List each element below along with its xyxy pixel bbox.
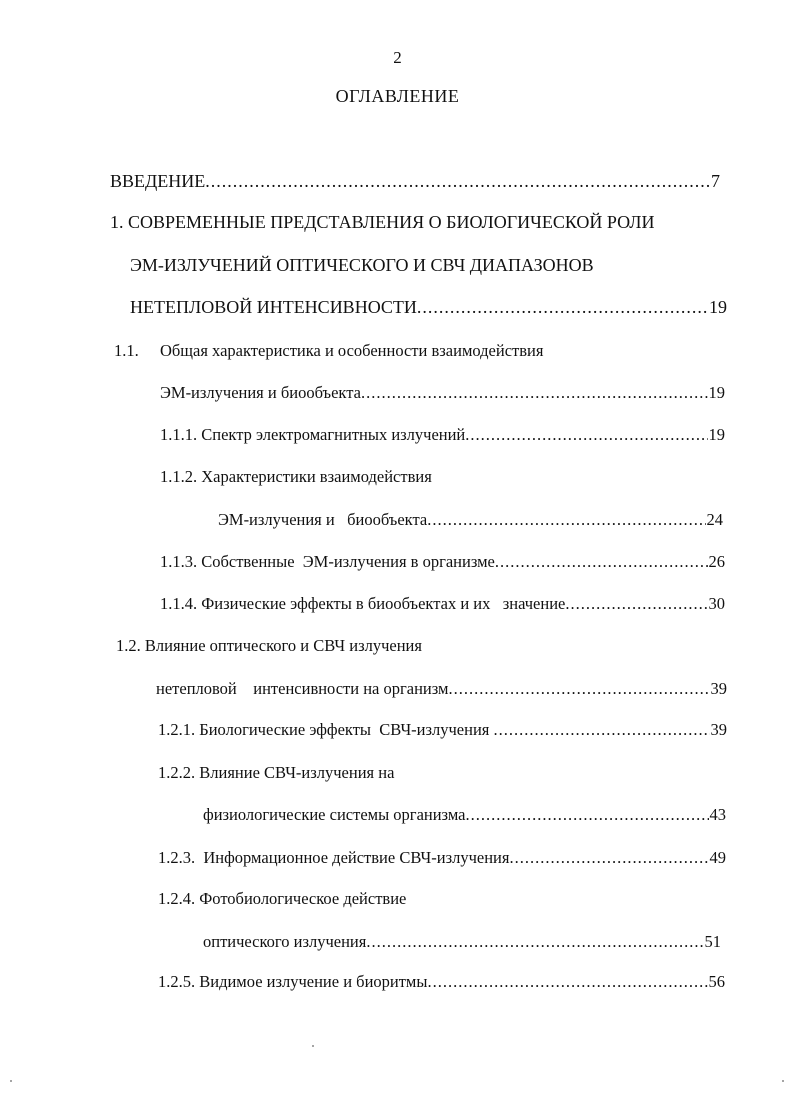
toc-entry-page: 19: [709, 297, 727, 317]
toc-entry-section-1-2[interactable]: [116, 634, 616, 658]
toc-leader-dots: [448, 677, 709, 701]
toc-entry-title: СОВРЕМЕННЫЕ ПРЕДСТАВЛЕНИЯ О БИОЛОГИЧЕСКОЙ РОЛИ: [128, 212, 655, 232]
toc-entry-introduction[interactable]: [110, 169, 720, 193]
toc-entry-page: 51: [704, 932, 721, 951]
toc-entry-page: 24: [706, 510, 723, 529]
toc-entry-section-1-1-1[interactable]: [160, 423, 725, 447]
toc-leader-dots: [495, 550, 708, 574]
toc-entry-section-1-2-1[interactable]: [158, 718, 727, 742]
toc-entry-page: 39: [710, 720, 727, 739]
toc-entry-title: 1.2.4. Фотобиологическое действие: [158, 889, 407, 908]
toc-leader-dots: [427, 970, 707, 994]
toc-entry-title: НЕТЕПЛОВОЙ ИНТЕНСИВНОСТИ: [130, 297, 417, 317]
toc-entry-title: 1.2. Влияние оптического и СВЧ излучения: [116, 636, 422, 655]
toc-entry-section-1-1-2-end[interactable]: [218, 508, 723, 532]
toc-entry-title: 1.1.1. Спектр электромагнитных излучений: [160, 425, 466, 444]
toc-entry-title: 1.2.2. Влияние СВЧ-излучения на: [158, 763, 395, 782]
toc-leader-dots: [361, 381, 708, 405]
page-number: 2: [393, 48, 402, 67]
toc-entry-title: ВВЕДЕНИЕ: [110, 171, 206, 191]
toc-entry-page: 19: [708, 425, 725, 444]
toc-leader-dots: [465, 423, 707, 447]
toc-entry-title: ЭМ-излучения и биообъекта: [218, 510, 428, 529]
toc-leader-dots: [427, 508, 705, 532]
toc-leader-dots: [466, 803, 709, 827]
toc-entry-title: Общая характеристика и особенности взаимодействия: [160, 341, 544, 360]
toc-leader-dots: [366, 930, 703, 954]
toc-entry-section-1-1-2[interactable]: [160, 465, 560, 489]
toc-entry-section-1-2-3[interactable]: [158, 846, 726, 870]
toc-entry-page: 19: [708, 383, 725, 402]
toc-entry-title: 1.2.3. Информационное действие СВЧ-излучения: [158, 848, 510, 867]
toc-leader-dots: [205, 169, 710, 193]
page-title: ОГЛАВЛЕНИЕ: [335, 86, 460, 106]
toc-entry-section-1-1-end[interactable]: [160, 381, 725, 405]
toc-entry-title: нетепловой интенсивности на организм: [156, 679, 449, 698]
toc-entry-title: 1.1.2. Характеристики взаимодействия: [160, 467, 432, 486]
toc-entry-title: ЭМ-ИЗЛУЧЕНИЙ ОПТИЧЕСКОГО И СВЧ ДИАПАЗОНОВ: [130, 255, 594, 275]
toc-entry-title: 1.1.3. Собственные ЭМ-излучения в организме: [160, 552, 495, 571]
toc-entry-page: 39: [710, 679, 727, 698]
scan-speck: [312, 1045, 314, 1047]
toc-entry-page: 56: [708, 972, 725, 991]
toc-entry-title: физиологические системы организма: [203, 805, 466, 824]
toc-leader-dots: [565, 592, 707, 616]
toc-leader-dots: [417, 295, 708, 319]
toc-entry-page: 30: [708, 594, 725, 613]
scan-speck: [782, 1080, 784, 1082]
toc-entry-title: 1.2.5. Видимое излучение и биоритмы: [158, 972, 428, 991]
toc-entry-page: 26: [708, 552, 725, 571]
toc-entry-title: ЭМ-излучения и биообъекта: [160, 383, 361, 402]
scan-speck: [10, 1080, 12, 1082]
toc-entry-page: 7: [711, 171, 720, 191]
toc-entry-number: 1.: [110, 212, 124, 232]
toc-entry-title: 1.2.1. Биологические эффекты СВЧ-излучения: [158, 720, 494, 739]
toc-entry-section-1-2-4-end[interactable]: [203, 930, 721, 954]
toc-entry-section-1-1-3[interactable]: [160, 550, 725, 574]
toc-entry-title: оптического излучения: [203, 932, 367, 951]
toc-entry-section-1-2-2-end[interactable]: [203, 803, 726, 827]
toc-entry-section-1-1-4[interactable]: [160, 592, 725, 616]
toc-entry-chapter-1-cont: [130, 253, 710, 277]
toc-entry-section-1-2-2[interactable]: [158, 761, 558, 785]
toc-entry-section-1-2-end[interactable]: [156, 677, 727, 701]
toc-entry-title: 1.1.4. Физические эффекты в биообъектах и их значение: [160, 594, 566, 613]
toc-leader-dots: [509, 846, 708, 870]
toc-entry-section-1-1[interactable]: [114, 339, 634, 363]
toc-entry-page: 43: [709, 805, 726, 824]
toc-leader-dots: [494, 718, 710, 742]
toc-entry-section-1-2-5[interactable]: [158, 970, 725, 994]
toc-entry-chapter-1-end[interactable]: [130, 295, 727, 319]
toc-entry-section-1-2-4[interactable]: [158, 887, 558, 911]
toc-entry-chapter-1[interactable]: [110, 210, 710, 234]
toc-entry-number: 1.1.: [114, 341, 139, 360]
toc-entry-page: 49: [709, 848, 726, 867]
